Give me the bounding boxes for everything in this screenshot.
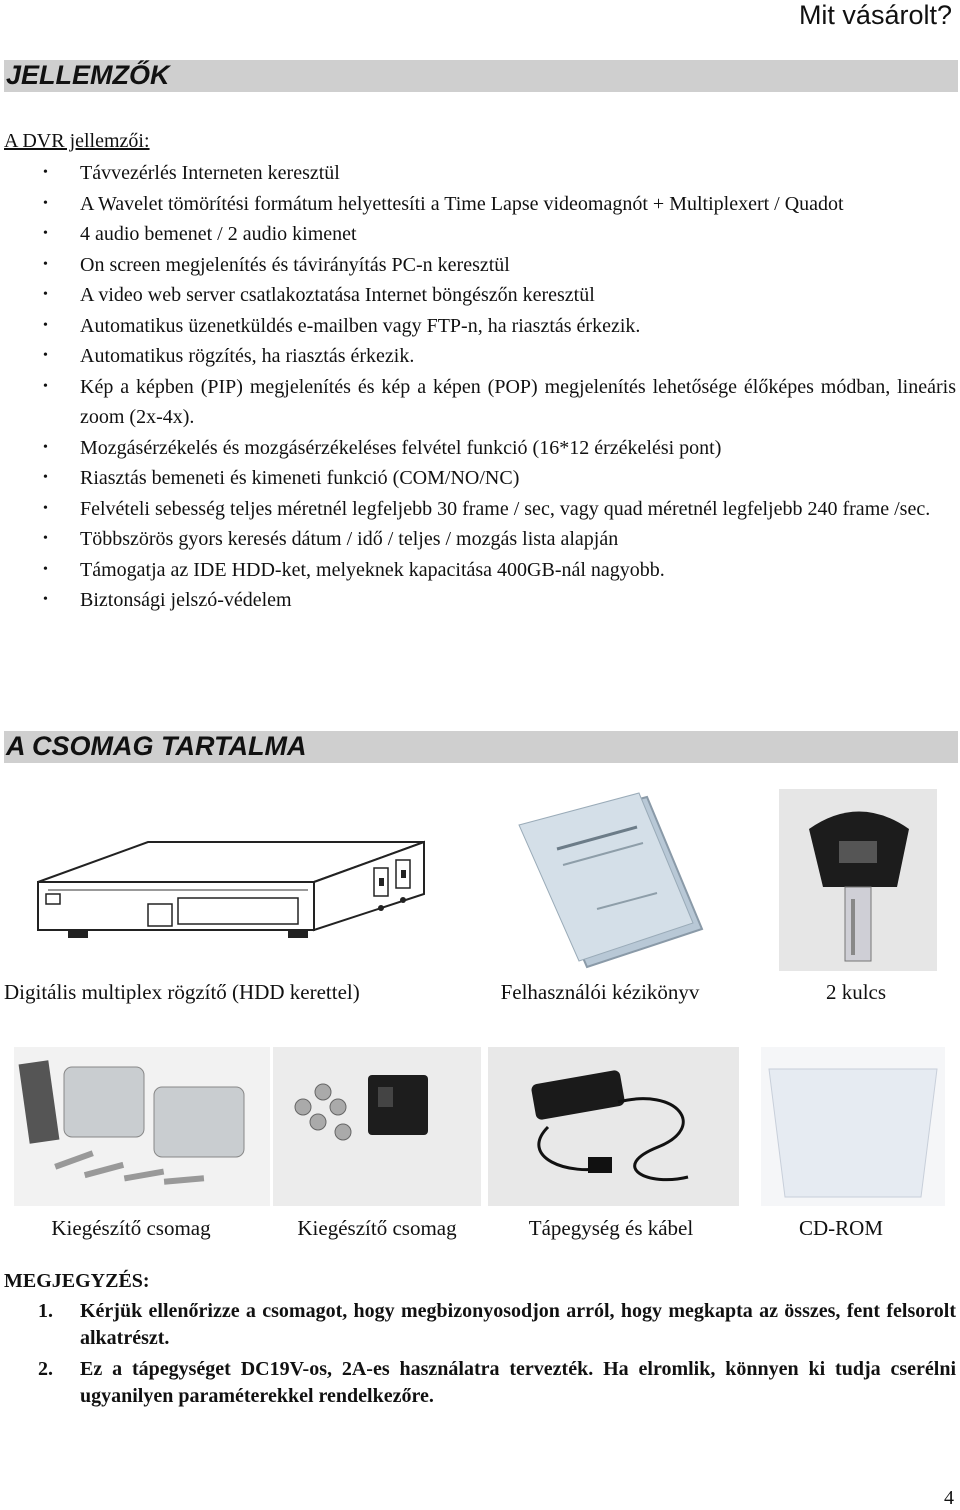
bullet-icon: •: [43, 378, 48, 394]
feature-item: [0, 341, 956, 372]
bullet-icon: •: [43, 500, 48, 516]
feature-item: [0, 555, 956, 586]
feature-item: [0, 433, 956, 464]
feature-text: Távvezérlés Interneten keresztül: [80, 162, 340, 184]
feature-text: Automatikus rögzítés, ha riasztás érkezik.: [80, 345, 415, 367]
feature-item: [0, 311, 956, 342]
feature-text: Mozgásérzékelés és mozgásérzékeléses felvétel funkció (16*12 érzékelési pont): [80, 436, 722, 459]
feature-item: [0, 189, 956, 220]
feature-item: [0, 524, 956, 555]
key-image: [779, 789, 937, 971]
user-manual-image: [497, 789, 710, 971]
feature-item: [0, 463, 956, 494]
bullet-icon: •: [43, 256, 48, 272]
bullet-icon: •: [43, 470, 48, 485]
dvr-device-image: [28, 832, 428, 942]
bullet-icon: •: [43, 439, 48, 455]
caption-manual: Felhasználói kézikönyv: [500, 980, 700, 1004]
caption-accessory-2: Kiegészítő csomag: [297, 1216, 457, 1240]
caption-dvr: Digitális multiplex rögzítő (HDD kerettel): [4, 980, 360, 1004]
power-adapter-image: [488, 1047, 739, 1206]
section-title-package: A CSOMAG TARTALMA: [6, 731, 307, 761]
feature-item: [0, 372, 956, 433]
page-header-title: Mit vásárolt?: [798, 0, 952, 30]
caption-keys: 2 kulcs: [825, 980, 887, 1004]
feature-item: [0, 250, 956, 281]
section-title-features: JELLEMZŐK: [6, 60, 170, 90]
bullet-icon: •: [43, 195, 48, 211]
feature-text: On screen megjelenítés és távirányítás PC-n keresztül: [80, 253, 510, 276]
feature-item: [0, 280, 956, 311]
feature-text: A video web server csatlakoztatása Internet böngészőn keresztül: [80, 284, 595, 306]
dvr-features-heading: A DVR jellemzői:: [4, 130, 150, 152]
feature-text: Kép a képben (PIP) megjelenítés és kép a képen (POP) megjelenítés lehetősége élőképes módban, lineáris zoom (2x-4x).: [80, 375, 956, 428]
accessory-connectors-image: [14, 1047, 270, 1206]
bullet-icon: •: [43, 561, 48, 577]
bullet-icon: •: [43, 287, 48, 302]
feature-text: A Wavelet tömörítési formátum helyettesíti a Time Lapse videomagnót + Multiplexert / Quadot: [80, 192, 844, 215]
page-number: 4: [944, 1487, 954, 1509]
cd-rom-image: [761, 1047, 945, 1206]
screws-and-clip-image: [273, 1047, 481, 1206]
bullet-icon: •: [43, 592, 48, 607]
caption-power-adapter: Tápegység és kábel: [528, 1216, 694, 1240]
caption-cd-rom: CD-ROM: [798, 1216, 883, 1240]
note-item: [0, 1356, 956, 1410]
notes-list: [0, 1298, 956, 1414]
feature-text: Többszörös gyors keresés dátum / idő / teljes / mozgás lista alapján: [80, 528, 619, 550]
feature-item: [0, 585, 956, 616]
bullet-icon: •: [43, 348, 48, 363]
bullet-icon: •: [43, 165, 48, 180]
feature-text: Felvételi sebesség teljes méretnél legfeljebb 30 frame / sec, vagy quad méretnél legfeljebb 240 frame /sec.: [80, 497, 931, 520]
bullet-icon: •: [43, 226, 48, 241]
bullet-icon: •: [43, 317, 48, 333]
feature-text: 4 audio bemenet / 2 audio kimenet: [80, 223, 357, 245]
feature-item: [0, 158, 956, 189]
note-number: 1.: [38, 1300, 53, 1322]
note-item: [0, 1298, 956, 1352]
feature-text: Riasztás bemeneti és kimeneti funkció (COM/NO/NC): [80, 467, 520, 489]
feature-text: Támogatja az IDE HDD-ket, melyeknek kapacitása 400GB-nál nagyobb.: [80, 558, 665, 581]
bullet-icon: •: [43, 531, 48, 546]
note-number: 2.: [38, 1358, 53, 1380]
feature-item: [0, 494, 956, 525]
note-text: Ez a tápegységet DC19V-os, 2A-es használatra tervezték. Ha elromlik, könnyen ki tudja cserélni ugyanilyen paraméterekkel rendelkezőre.: [80, 1358, 956, 1407]
caption-accessory-1: Kiegészítő csomag: [51, 1216, 211, 1240]
feature-item: [0, 219, 956, 250]
feature-text: Automatikus üzenetküldés e-mailben vagy FTP-n, ha riasztás érkezik.: [80, 314, 641, 337]
feature-text: Biztonsági jelszó-védelem: [80, 589, 292, 611]
note-text: Kérjük ellenőrizze a csomagot, hogy megbizonyosodjon arról, hogy megkapta az összes, fent felsorolt alkatrészt.: [80, 1300, 956, 1349]
notes-heading: MEGJEGYZÉS:: [4, 1270, 150, 1292]
feature-list: [0, 158, 956, 616]
